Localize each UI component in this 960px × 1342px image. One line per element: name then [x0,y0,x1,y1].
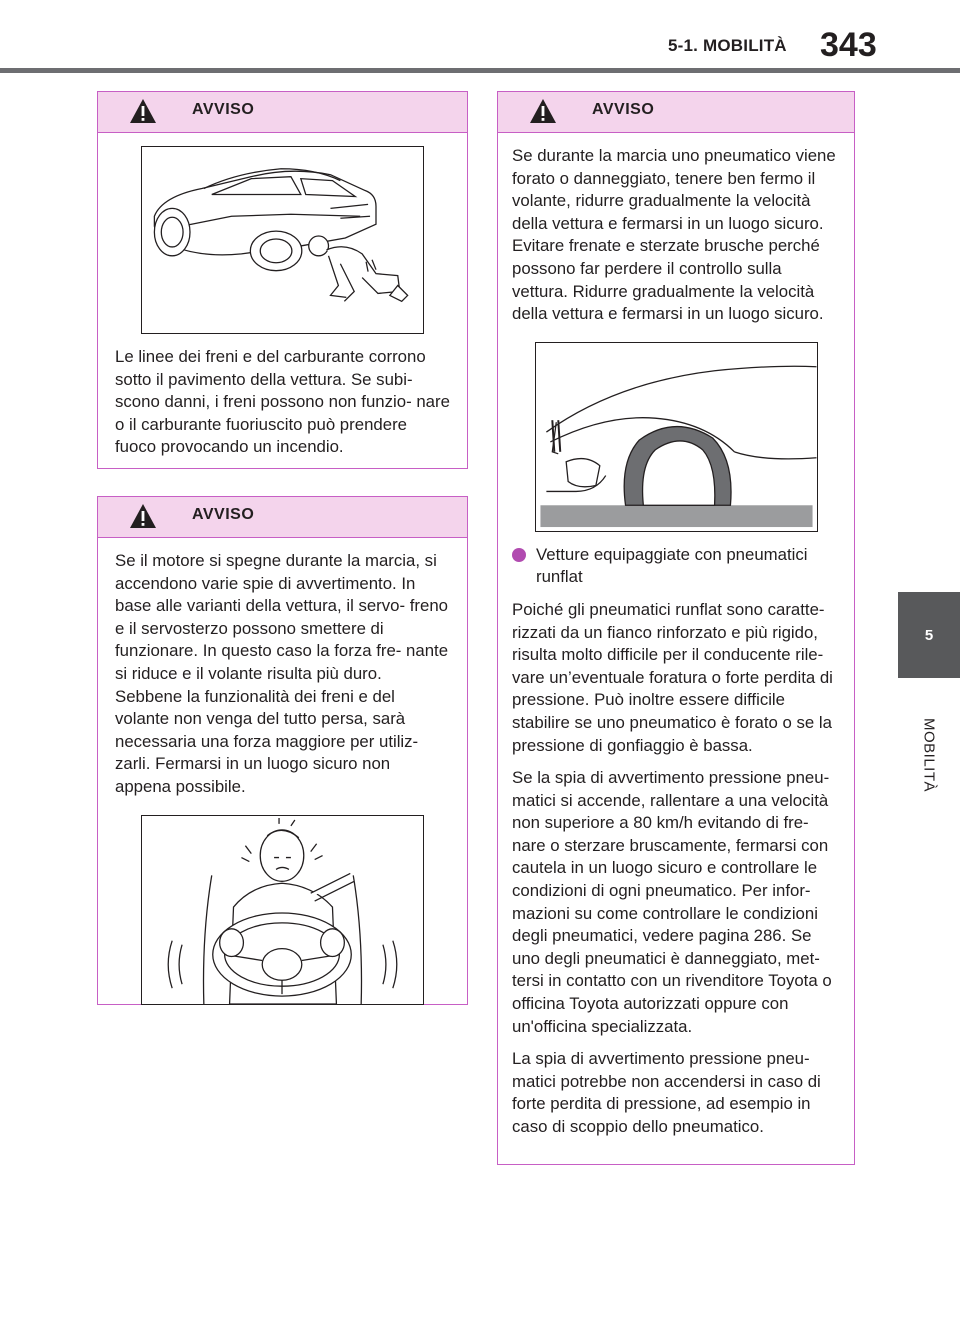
warning-box-header [98,92,467,133]
chapter-tab [898,592,960,678]
warning-box-header [98,497,467,538]
warning-box-header [498,92,854,133]
body-paragraph: La spia di avvertimento pressione pneu- matici potrebbe non accendersi in caso di forte perdita di pressione, ad esempio in caso di scoppio dello pneumatico. [512,1049,821,1136]
chapter-number: 5 [924,626,934,644]
chapter-label-wrap [899,690,959,820]
body-paragraph: Poiché gli pneumatici runflat sono caratte- rizzati da un fianco rinforzato e più rigido, risulta molto difficile per il conducente rile- vare un’eventuale foratura o forte perdita di pressione. Può inoltre essere difficile stabilire se uno pneumatico è forato o se la pressione di gonfiaggio è bassa. [512,599,833,755]
warning-text: Se il motore si spegne durante la marcia, si accendono varie spie di avvertimento. In base alle varianti della vettura, il servo- freno e il servosterzo possono smettere di funzionare. In questo caso la forza fre- nante si riduce e il volante risulta più duro. Sebbene la funzionalità dei freni e del volante non venga del tutto persa, sarà necessaria una forza maggiore per utiliz- zarli. Fermarsi in un luogo sicuro non appena possibile. [115,551,449,796]
bullet-item-runflat [512,544,840,589]
warning-triangle-icon [128,502,158,530]
warning-triangle-icon [528,97,558,125]
warning-text: Se durante la marcia uno pneumatico viene forato o danneggiato, tenere ben fermo il volante, ridurre gradualmente la velocità della vettura e fermarsi in un luogo sicuro. Evitare frenate e sterzate brusche perché possono far perdere il controllo sulla vettura. Ridurre gradualmente la velocità della vettura e fermarsi in un luogo sicuro. [512,146,836,324]
page-number: 343 [820,26,877,64]
driver-steering-illustration [141,815,424,1005]
header-rule [0,68,960,73]
warning-triangle-icon [128,97,158,125]
car-underbody-illustration [141,146,424,334]
chapter-label: MOBILITÀ [920,717,938,793]
section-title: 5-1. MOBILITÀ [668,36,787,55]
flat-tire-illustration [535,342,818,532]
warning-text: Le linee dei freni e del carburante corrono sotto il pavimento della vettura. Se subi- scono danni, i freni possono non funzio- nare o il carburante fuoriuscito può prendere fuoco provocando un incendio. [115,347,450,457]
bullet-text: Vetture equipaggiate con pneumatici runflat [536,544,808,587]
warning-box-title: AVVISO [592,101,655,118]
body-paragraph: Se la spia di avvertimento pressione pneu- matici si accende, rallentare a una velocità non superiore a 80 km/h evitando di fre- nare o sterzare bruscamente, fermarsi con cautela in un luogo sicuro e controllare le condizioni di ogni pneumatico. Per infor- mazioni su come controllare le condizioni degli pneumatici, vedere pagina 286. Se uno degli pneumatici è danneggiato, met- tersi in contatto con un rivenditore Toyota o officina Toyota autorizzati oppure con un'officina specializzata. [512,768,832,1036]
warning-box-fuel-lines [97,91,468,469]
warning-box-title: AVVISO [192,506,255,523]
warning-box-tire-damage [497,91,855,1165]
bullet-dot-icon [512,548,526,562]
warning-box-title: AVVISO [192,101,255,118]
warning-box-engine-stall [97,496,468,1005]
